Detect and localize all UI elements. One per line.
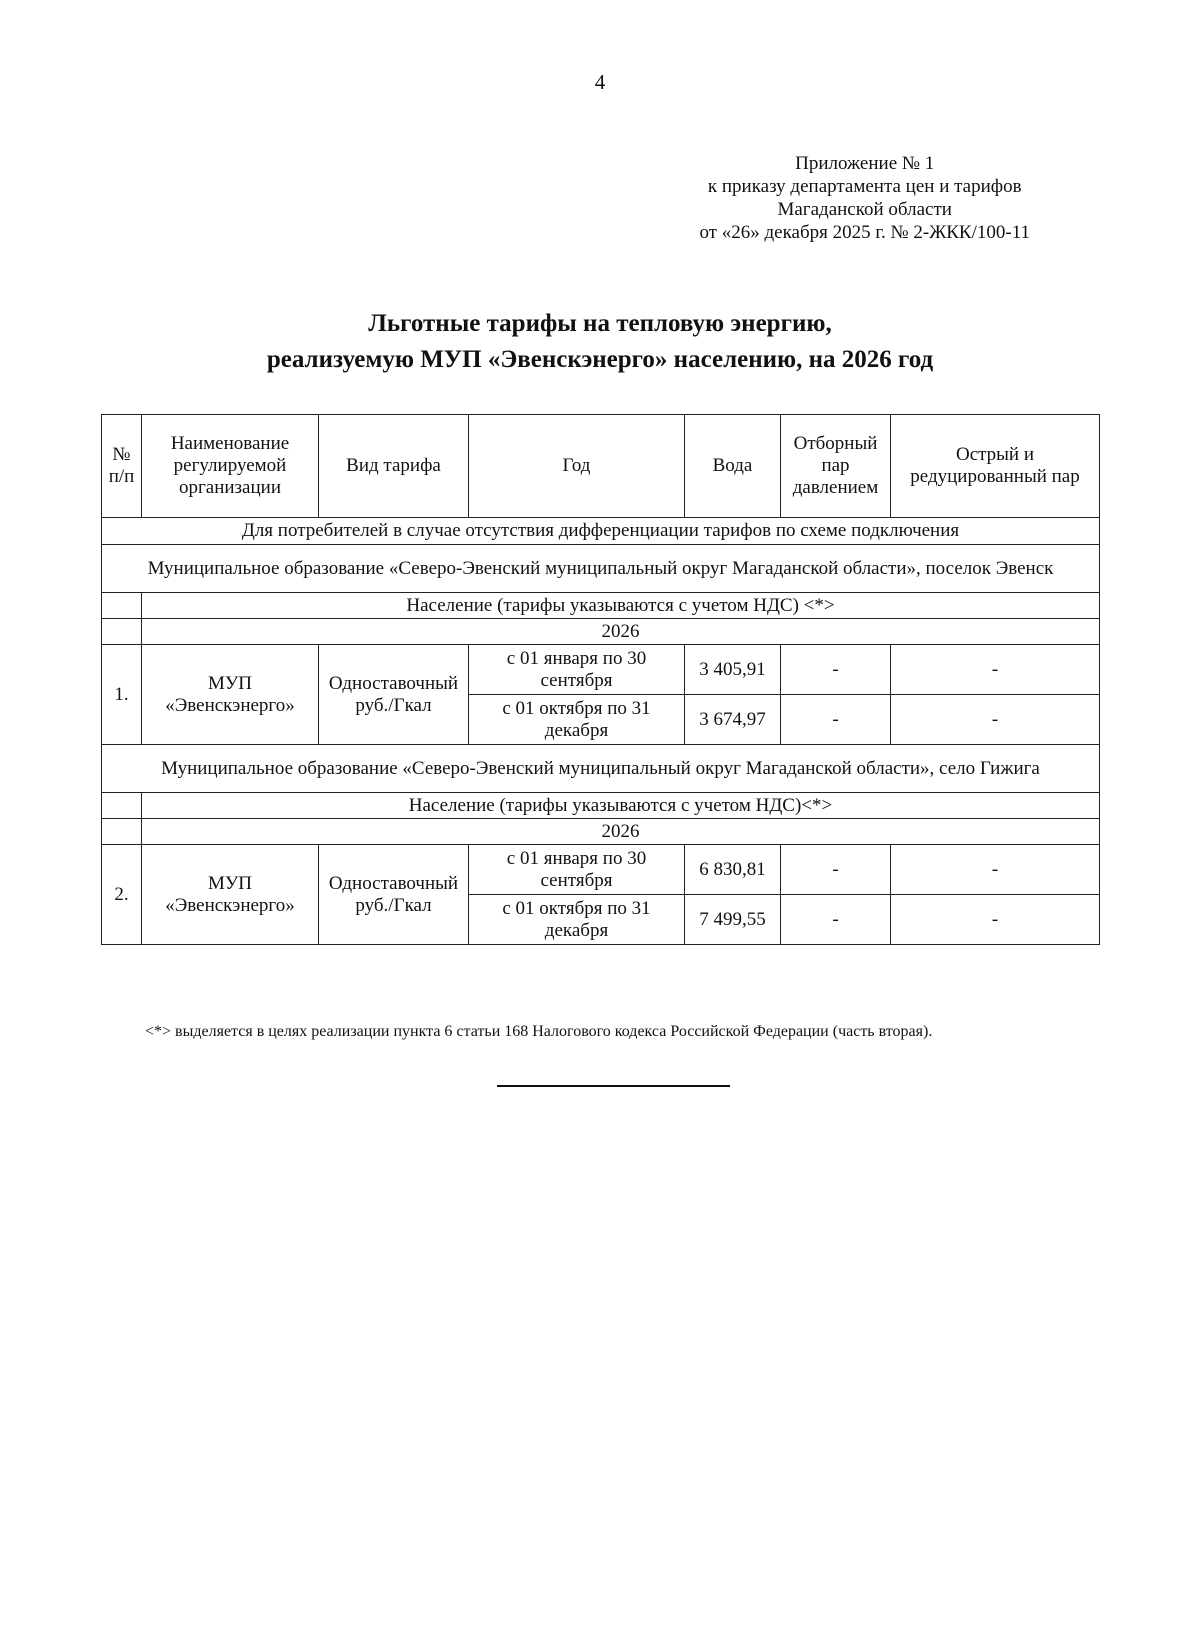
steam-extraction-tariff: - [781,895,891,945]
header-organization: Наименование регулируемой организации [142,415,319,518]
population-heading: Население (тарифы указываются с учетом НДС)<*> [142,793,1100,819]
header-steam-extraction: Отборный пар давлением [781,415,891,518]
empty-cell [102,819,142,845]
table-row [102,518,1100,545]
steam-extraction-tariff: - [781,695,891,745]
water-tariff: 7 499,55 [685,895,781,945]
closing-rule [497,1085,730,1087]
table-header-row [102,415,1100,518]
table-row [102,819,1100,845]
table-row [102,619,1100,645]
appendix-line-3: Магаданской области [777,199,952,220]
tariff-type: Одноставочный руб./Гкал [319,645,469,745]
period: с 01 января по 30 сентября [469,645,685,695]
empty-cell [102,619,142,645]
steam-extraction-tariff: - [781,845,891,895]
header-year: Год [469,415,685,518]
year-heading: 2026 [142,819,1100,845]
water-tariff: 3 674,97 [685,695,781,745]
table-row [102,745,1100,793]
tariff-table [101,414,1100,945]
document-title-line-2: реализуемую МУП «Эвенскэнерго» населению, на 2026 год [266,346,934,373]
steam-extraction-tariff: - [781,645,891,695]
steam-sharp-tariff: - [891,695,1100,745]
table-row [102,645,1100,695]
steam-sharp-tariff: - [891,895,1100,945]
period: с 01 января по 30 сентября [469,845,685,895]
municipality-heading: Муниципальное образование «Северо-Эвенский муниципальный округ Магаданской области», поселок Эвенск [102,545,1100,593]
document-title [0,306,1200,378]
header-water: Вода [685,415,781,518]
water-tariff: 6 830,81 [685,845,781,895]
header-tariff-type: Вид тарифа [319,415,469,518]
tariff-type: Одноставочный руб./Гкал [319,845,469,945]
municipality-heading: Муниципальное образование «Северо-Эвенский муниципальный округ Магаданской области», село Гижига [102,745,1100,793]
water-tariff: 3 405,91 [685,645,781,695]
table-row [102,545,1100,593]
organization-name: МУП «Эвенскэнерго» [142,645,319,745]
header-steam-sharp: Острый и редуцированный пар [891,415,1100,518]
organization-name: МУП «Эвенскэнерго» [142,845,319,945]
steam-sharp-tariff: - [891,845,1100,895]
row-number: 2. [102,845,142,945]
empty-cell [102,793,142,819]
steam-sharp-tariff: - [891,645,1100,695]
row-number: 1. [102,645,142,745]
appendix-line-1: Приложение № 1 [795,153,935,174]
appendix-line-2: к приказу департамента цен и тарифов [707,176,1022,197]
table-row [102,793,1100,819]
period: с 01 октября по 31 декабря [469,695,685,745]
table-row [102,593,1100,619]
document-title-line-1: Льготные тарифы на тепловую энергию, [368,310,832,337]
header-num: № п/п [102,415,142,518]
appendix-line-4: от «26» декабря 2025 г. № 2-ЖКК/100-11 [699,222,1030,243]
table-row [102,845,1100,895]
appendix-header [699,152,1030,244]
year-heading: 2026 [142,619,1100,645]
footnote: <*> выделяется в целях реализации пункта 6 статьи 168 Налогового кодекса Российской Федерации (часть вторая). [145,1023,933,1040]
period: с 01 октября по 31 декабря [469,895,685,945]
empty-cell [102,593,142,619]
section-heading: Для потребителей в случае отсутствия дифференциации тарифов по схеме подключения [102,518,1100,545]
page-number: 4 [594,70,606,94]
population-heading: Население (тарифы указываются с учетом НДС) <*> [142,593,1100,619]
